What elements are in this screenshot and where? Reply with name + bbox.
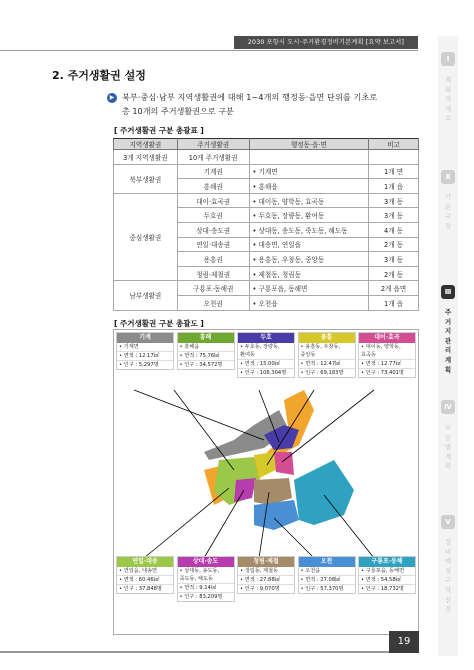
chapter-label: 부문별계획 xyxy=(444,424,452,471)
table-cell: 흥해권 xyxy=(177,179,249,194)
region-card-pop: • 인구 : 108,304명 xyxy=(240,370,287,376)
table-cell: 두호권 xyxy=(177,208,249,223)
table-cell: • 대송면, 연일읍 xyxy=(249,237,369,252)
region-info-card xyxy=(177,556,235,602)
region-card-pop: • 인구 : 37,848명 xyxy=(119,586,162,592)
region-card-size: • 면적 : 75.76㎢ xyxy=(178,352,234,361)
region-card-areas xyxy=(359,343,415,360)
region-info-card xyxy=(177,332,235,370)
region-card-areas xyxy=(238,343,294,360)
region-info-card xyxy=(298,332,356,378)
region-info-card xyxy=(237,332,295,378)
region-card-area-line: • 용흥동, 우창동, xyxy=(300,344,341,350)
region-card-title: 용흥 xyxy=(299,333,355,343)
region-card-title: 대이·효곡 xyxy=(359,333,415,343)
table-cell: 용흥권 xyxy=(177,252,249,267)
region-card-title: 청림·제철 xyxy=(238,557,294,567)
region-card-title: 상대·송도 xyxy=(178,557,234,567)
region-card-area-line: • 흥해읍 xyxy=(179,344,200,350)
table-cell: 4개 동 xyxy=(369,222,419,237)
table-cell xyxy=(369,150,419,165)
table-cell: 2개 읍면 xyxy=(369,281,419,296)
table-cell: • 용흥동, 우창동, 중앙동 xyxy=(249,252,369,267)
map-caption: [ 주거생활권 구분 총괄도 ] xyxy=(114,319,204,328)
table-cell xyxy=(249,150,369,165)
chapter-tab[interactable]: Ⅲ xyxy=(441,285,455,299)
table-cell: • 구룡포읍, 동해면 xyxy=(249,281,369,296)
table-cell: • 대이동, 양학동, 효곡동 xyxy=(249,193,369,208)
table-cell: • 기계면 xyxy=(249,164,369,179)
region-card-size: • 면적 : 60.46㎢ xyxy=(117,576,173,585)
table-row xyxy=(114,150,419,165)
region-card-size: • 면적 : 54.58㎢ xyxy=(359,576,415,585)
table-header: 행정동·읍·면 xyxy=(249,139,369,150)
section-title: 2. 주거생활권 설정 xyxy=(52,69,146,82)
region-card-areas xyxy=(117,343,173,352)
region-card-size: • 면적 : 27.08㎢ xyxy=(299,576,355,585)
region-card-areas xyxy=(178,567,234,584)
chapter-label: 계획의개요 xyxy=(444,76,452,123)
table-cell: 1개 면 xyxy=(369,164,419,179)
region-card-area-line: 죽도동, 해도동 xyxy=(179,576,213,582)
section-body-line2: 총 10개의 주거생활권으로 구분 xyxy=(122,106,234,116)
table-cell: 구룡포·동해권 xyxy=(177,281,249,296)
region-card-area-line: • 두호동, 장량동, xyxy=(240,344,280,350)
region-card-area-line: • 기계면 xyxy=(119,344,139,350)
table-header: 주거생활권 xyxy=(177,139,249,150)
chapter-label: 주거지관리계획 xyxy=(444,308,452,374)
chapter-tab[interactable]: Ⅳ xyxy=(441,400,455,414)
region-card-area-line: • 연일읍, 대송면 xyxy=(119,568,158,574)
region-card-area-line: • 상대동, 송도동, xyxy=(179,568,220,574)
region-info-card xyxy=(358,332,416,378)
page-number: 19 xyxy=(389,631,419,653)
table-row xyxy=(114,164,419,179)
region-card-pop: • 인구 : 18,732명 xyxy=(361,586,404,592)
region-card-areas xyxy=(299,343,355,360)
table-row xyxy=(114,193,419,208)
region-card-pop: • 인구 : 5,297명 xyxy=(119,362,159,368)
region-card-size: • 면적 : 12.17㎢ xyxy=(117,352,173,361)
region-sangdae xyxy=(234,478,256,502)
region-card-title: 연일·대송 xyxy=(117,557,173,567)
region-info-card xyxy=(298,556,356,594)
arrow-bullet-icon: ▶ xyxy=(107,93,117,103)
table-cell: • 두호동, 장량동, 환여동 xyxy=(249,208,369,223)
chapter-label: 정비예정구역선정 xyxy=(444,538,452,614)
region-card-area-line: 환여동 xyxy=(240,352,256,358)
region-cell: 중심생활권 xyxy=(114,193,178,281)
table-header: 비고 xyxy=(369,139,419,150)
table-row xyxy=(114,281,419,296)
table-cell: 오천권 xyxy=(177,295,249,310)
section-body-line1: 북부·중심·남부 지역생활권에 대해 1~4개의 행정동·읍면 단위를 기초로 xyxy=(122,92,378,102)
table-cell: 2개 동 xyxy=(369,237,419,252)
table-cell: 10개 주거생활권 xyxy=(177,150,249,165)
region-card-areas xyxy=(299,567,355,576)
table-cell: • 제철동, 청림동 xyxy=(249,266,369,281)
region-card-title: 구룡포·동해 xyxy=(359,557,415,567)
region-card-areas xyxy=(178,343,234,352)
table-cell: 3개 동 xyxy=(369,252,419,267)
chapter-label: 기본구상 xyxy=(444,193,452,230)
table-cell: 3개 지역생활권 xyxy=(114,150,178,165)
table-cell: 1개 읍 xyxy=(369,295,419,310)
table-cell: • 흥해읍 xyxy=(249,179,369,194)
table-caption: [ 주거생활권 구분 총괄표 ] xyxy=(114,126,204,135)
chapter-tab[interactable]: Ⅰ xyxy=(441,52,455,66)
footer-rule xyxy=(0,651,390,653)
report-header: 2030 포항시 도시·주거환경정비기본계획 [요약 보고서] xyxy=(234,36,418,49)
region-info-card xyxy=(237,556,295,594)
table-cell: 3개 동 xyxy=(369,193,419,208)
region-guryongpo xyxy=(294,460,354,525)
table-cell: 2개 동 xyxy=(369,266,419,281)
region-card-size: • 면적 : 12.77㎢ xyxy=(359,360,415,369)
region-card-size: • 면적 : 27.88㎢ xyxy=(238,576,294,585)
region-card-area-line: • 청림동, 제철동 xyxy=(240,568,279,574)
region-card-pop: • 인구 : 9,070명 xyxy=(240,586,280,592)
region-card-pop: • 인구 : 83,209명 xyxy=(179,594,223,600)
table-cell: 상대·송도권 xyxy=(177,222,249,237)
header-rule xyxy=(0,50,418,51)
region-card-areas xyxy=(238,567,294,576)
table-header: 지역생활권 xyxy=(114,139,178,150)
table-cell: 기계권 xyxy=(177,164,249,179)
region-card-area-line: 효곡동 xyxy=(361,352,377,358)
table-cell: 청림·제철권 xyxy=(177,266,249,281)
table-cell: • 오천읍 xyxy=(249,295,369,310)
map-panel xyxy=(113,329,419,635)
region-card-area-line: • 구룡포읍, 동해면 xyxy=(361,568,405,574)
region-card-pop: • 인구 : 69,183명 xyxy=(300,370,344,376)
region-cell: 북부생활권 xyxy=(114,164,178,193)
summary-table xyxy=(113,138,419,311)
chapter-tab[interactable]: Ⅴ xyxy=(441,515,455,529)
region-card-size: • 면적 : 15.00㎢ xyxy=(238,360,294,369)
region-cell: 남부생활권 xyxy=(114,281,178,310)
region-card-size: • 면적 : 9.14㎢ xyxy=(178,584,234,593)
chapter-tab[interactable]: Ⅱ xyxy=(441,170,455,184)
region-card-size: • 면적 : 12.47㎢ xyxy=(299,360,355,369)
table-cell: 3개 동 xyxy=(369,208,419,223)
region-card-title: 오천 xyxy=(299,557,355,567)
region-card-area-line: • 대이동, 양학동, xyxy=(361,344,401,350)
table-cell: • 상대동, 송도동, 죽도동, 해도동 xyxy=(249,222,369,237)
region-info-card xyxy=(358,556,416,594)
region-card-area-line: 중앙동 xyxy=(300,352,316,358)
table-cell: 대이·효곡권 xyxy=(177,193,249,208)
region-info-card xyxy=(116,332,174,370)
region-card-title: 기계 xyxy=(117,333,173,343)
region-card-areas xyxy=(359,567,415,576)
region-card-area-line: • 오천읍 xyxy=(300,568,321,574)
region-card-areas xyxy=(117,567,173,576)
region-cheongrim xyxy=(254,478,292,505)
region-card-pop: • 인구 : 57,370명 xyxy=(300,586,344,592)
region-card-title: 두호 xyxy=(238,333,294,343)
region-info-card xyxy=(116,556,174,594)
region-card-pop: • 인구 : 73,401명 xyxy=(361,370,404,376)
region-ocheon xyxy=(254,500,299,530)
region-card-pop: • 인구 : 34,572명 xyxy=(179,362,223,368)
table-cell: 1개 읍 xyxy=(369,179,419,194)
region-card-title: 흥해 xyxy=(178,333,234,343)
table-cell: 연일·대송권 xyxy=(177,237,249,252)
